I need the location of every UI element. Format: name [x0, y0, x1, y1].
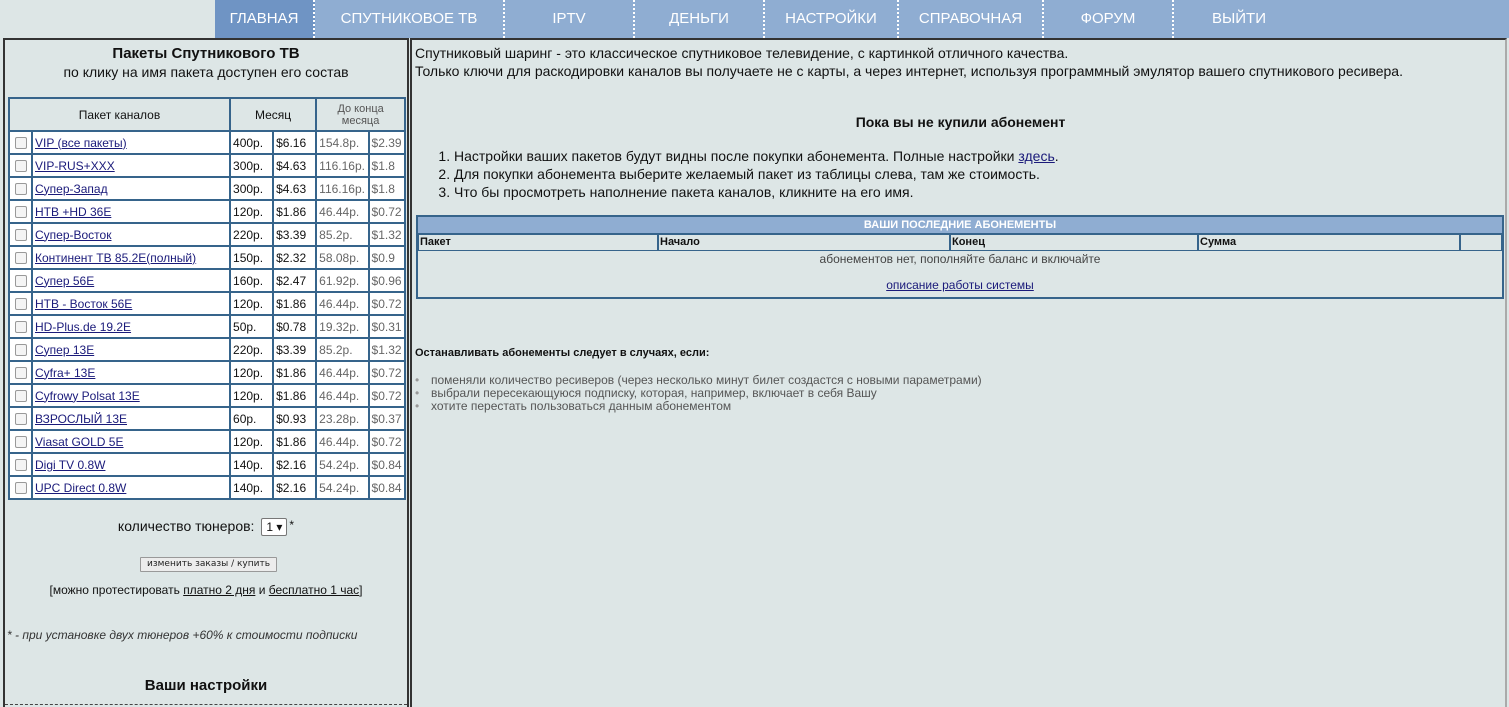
package-name-link[interactable]: UPC Direct 0.8W: [35, 480, 127, 495]
price-month-usd: $1.86: [273, 200, 316, 223]
step-1-text: Настройки ваших пакетов будут видны после покупки абонемента. Полные настройки: [454, 148, 1015, 164]
step-1-end: .: [1054, 148, 1059, 164]
package-checkbox[interactable]: [9, 384, 32, 407]
package-name-link[interactable]: Viasat GOLD 5E: [35, 434, 124, 449]
package-checkbox[interactable]: [9, 177, 32, 200]
package-row: [9, 384, 405, 407]
price-month-rub: 400р.: [230, 131, 273, 154]
col-end: Конец: [950, 234, 1198, 251]
nav-item-main[interactable]: ГЛАВНАЯ: [215, 0, 315, 38]
tuners-row: [5, 518, 407, 536]
panel-divider: [5, 704, 407, 705]
package-row: [9, 246, 405, 269]
price-rest-usd: $0.72: [369, 430, 405, 453]
package-row: [9, 361, 405, 384]
price-month-rub: 120р.: [230, 361, 273, 384]
stop-item: • поменяли количество ресиверов (через несколько минут билет создастся с новыми параметрами): [415, 374, 982, 387]
test-prefix: [можно протестировать: [49, 583, 180, 597]
checkbox[interactable]: [15, 229, 27, 241]
package-checkbox[interactable]: [9, 246, 32, 269]
packages-panel: [3, 38, 409, 707]
price-rest-usd: $2.39: [369, 131, 405, 154]
package-name-link[interactable]: Cyfra+ 13E: [35, 365, 96, 380]
package-name-link[interactable]: НТВ +HD 36E: [35, 204, 112, 219]
price-month-usd: $3.39: [273, 338, 316, 361]
price-rest-rub: 54.24р.: [316, 476, 368, 499]
price-month-rub: 220р.: [230, 338, 273, 361]
packages-table-body: [9, 131, 405, 499]
package-row: [9, 407, 405, 430]
step-1: [454, 147, 1059, 165]
top-bar: [0, 0, 1509, 38]
packages-table: [8, 97, 406, 500]
package-checkbox[interactable]: [9, 361, 32, 384]
price-rest-rub: 58.08р.: [316, 246, 368, 269]
package-name-link[interactable]: VIP (все пакеты): [35, 135, 127, 150]
package-row: [9, 177, 405, 200]
col-extra: [1460, 234, 1502, 251]
package-name: [32, 338, 230, 361]
price-rest-rub: 23.28р.: [316, 407, 368, 430]
package-row: [9, 338, 405, 361]
price-rest-rub: 46.44р.: [316, 430, 368, 453]
step-2: 2. Для покупки абонемента выберите желаемый пакет из таблицы слева, там же стоимость.: [454, 165, 1059, 183]
checkbox[interactable]: [15, 390, 27, 402]
nav-item-forum[interactable]: ФОРУМ: [1044, 0, 1174, 38]
subscriptions-columns: [418, 234, 1502, 251]
price-month-usd: $2.16: [273, 476, 316, 499]
checkbox[interactable]: [15, 321, 27, 333]
checkbox[interactable]: [15, 459, 27, 471]
price-rest-usd: $0.9: [369, 246, 405, 269]
buy-button[interactable]: изменить заказы / купить: [140, 557, 277, 572]
package-row: [9, 131, 405, 154]
package-name: [32, 384, 230, 407]
packages-subtitle: по клику на имя пакета доступен его состав: [63, 64, 349, 80]
package-row: [9, 292, 405, 315]
package-name: [32, 453, 230, 476]
package-row: [9, 476, 405, 499]
subscriptions-header: ВАШИ ПОСЛЕДНИЕ АБОНЕМЕНТЫ: [418, 217, 1502, 234]
nav-item-help[interactable]: СПРАВОЧНАЯ: [899, 0, 1044, 38]
price-month-usd: $2.32: [273, 246, 316, 269]
checkbox[interactable]: [15, 436, 27, 448]
package-checkbox[interactable]: [9, 453, 32, 476]
price-month-usd: $1.86: [273, 292, 316, 315]
test-options: [5, 583, 407, 597]
price-month-rub: 160р.: [230, 269, 273, 292]
steps-list: [454, 147, 1059, 201]
package-name: [32, 315, 230, 338]
price-rest-rub: 85.2р.: [316, 223, 368, 246]
checkbox[interactable]: [15, 252, 27, 264]
package-checkbox[interactable]: [9, 223, 32, 246]
nav-item-logout[interactable]: ВЫЙТИ: [1211, 10, 1266, 27]
package-checkbox[interactable]: [9, 407, 32, 430]
price-rest-usd: $0.84: [369, 476, 405, 499]
package-name-link[interactable]: Супер-Запад: [35, 181, 108, 196]
price-month-usd: $1.86: [273, 384, 316, 407]
price-rest-usd: $1.32: [369, 223, 405, 246]
price-month-rub: 120р.: [230, 292, 273, 315]
intro-line-1: Спутниковый шаринг - это классическое спутниковое телевидение, с картинкой отличного качества.: [415, 45, 1069, 61]
package-checkbox[interactable]: [9, 338, 32, 361]
tuner-note: * - при установке двух тюнеров +60% к стоимости подписки: [7, 628, 358, 642]
package-name: [32, 292, 230, 315]
package-name: [32, 131, 230, 154]
package-row: [9, 223, 405, 246]
price-rest-rub: 46.44р.: [316, 292, 368, 315]
nav-item-satellite-tv[interactable]: СПУТНИКОВОЕ ТВ: [315, 0, 505, 38]
col-sum: Сумма: [1198, 234, 1460, 251]
price-month-usd: $2.16: [273, 453, 316, 476]
price-month-usd: $2.47: [273, 269, 316, 292]
package-checkbox[interactable]: [9, 476, 32, 499]
checkbox[interactable]: [15, 482, 27, 494]
price-rest-rub: 116.16р.: [316, 177, 368, 200]
tuners-footnote-star: *: [289, 518, 295, 532]
checkbox[interactable]: [15, 275, 27, 287]
package-name-link[interactable]: ВЗРОСЛЫЙ 13E: [35, 411, 128, 426]
price-month-rub: 60р.: [230, 407, 273, 430]
price-month-usd: $3.39: [273, 223, 316, 246]
price-month-usd: $4.63: [273, 154, 316, 177]
not-bought-title: Пока вы не купили абонемент: [855, 114, 1066, 130]
package-name-link[interactable]: Континент ТВ 85.2E(полный): [35, 250, 197, 265]
package-name-link[interactable]: Супер 13E: [35, 342, 95, 357]
nav-item-settings[interactable]: НАСТРОЙКИ: [765, 0, 899, 38]
package-checkbox[interactable]: [9, 269, 32, 292]
nav-item-money[interactable]: ДЕНЬГИ: [635, 0, 765, 38]
price-rest-usd: $1.8: [369, 154, 405, 177]
test-and: и: [258, 583, 266, 597]
subscriptions-box: [416, 215, 1504, 299]
col-package: Пакет: [418, 234, 658, 251]
nav-item-iptv[interactable]: IPTV: [505, 0, 635, 38]
package-name-link[interactable]: Cyfrowy Polsat 13E: [35, 388, 140, 403]
price-rest-usd: $0.37: [369, 407, 405, 430]
price-month-rub: 150р.: [230, 246, 273, 269]
package-name-link[interactable]: Супер-Восток: [35, 227, 112, 242]
info-panel: [410, 38, 1507, 707]
package-name: [32, 269, 230, 292]
package-row: [9, 200, 405, 223]
package-name-link[interactable]: HD-Plus.de 19.2E: [35, 319, 132, 334]
price-rest-rub: 85.2р.: [316, 338, 368, 361]
price-rest-rub: 54.24р.: [316, 453, 368, 476]
package-checkbox[interactable]: [9, 315, 32, 338]
intro-text: [415, 44, 1495, 80]
price-month-rub: 50р.: [230, 315, 273, 338]
package-checkbox[interactable]: [9, 292, 32, 315]
price-rest-rub: 46.44р.: [316, 384, 368, 407]
package-checkbox[interactable]: [9, 131, 32, 154]
header-month: Месяц: [230, 98, 316, 131]
settings-title: Ваши настройки: [144, 677, 268, 694]
price-month-usd: $1.86: [273, 430, 316, 453]
price-rest-usd: $0.72: [369, 200, 405, 223]
price-rest-usd: $0.72: [369, 361, 405, 384]
price-rest-rub: 154.8р.: [316, 131, 368, 154]
price-month-rub: 120р.: [230, 384, 273, 407]
price-month-usd: $1.86: [273, 361, 316, 384]
price-month-rub: 120р.: [230, 430, 273, 453]
package-checkbox[interactable]: [9, 200, 32, 223]
price-month-usd: $0.93: [273, 407, 316, 430]
system-description-link[interactable]: описание работы системы: [886, 278, 1034, 292]
checkbox[interactable]: [15, 160, 27, 172]
tuners-label: количество тюнеров:: [117, 518, 255, 534]
checkbox[interactable]: [15, 367, 27, 379]
stop-item: • выбрали пересекающуюся подписку, которая, например, включает в себя Вашу: [415, 387, 982, 400]
package-row: [9, 430, 405, 453]
test-suffix: ]: [359, 583, 363, 597]
checkbox[interactable]: [15, 344, 27, 356]
packages-title: Пакеты Спутникового ТВ: [112, 45, 300, 62]
price-rest-rub: 19.32р.: [316, 315, 368, 338]
main-nav: [215, 0, 1509, 38]
col-start: Начало: [658, 234, 950, 251]
package-name-link[interactable]: Digi TV 0.8W: [35, 457, 106, 472]
price-month-usd: $4.63: [273, 177, 316, 200]
package-name: [32, 361, 230, 384]
price-rest-usd: $1.8: [369, 177, 405, 200]
package-name: [32, 223, 230, 246]
price-rest-rub: 46.44р.: [316, 361, 368, 384]
price-rest-usd: $0.96: [369, 269, 405, 292]
price-month-rub: 220р.: [230, 223, 273, 246]
package-name: [32, 407, 230, 430]
price-month-rub: 140р.: [230, 476, 273, 499]
package-name: [32, 476, 230, 499]
price-month-rub: 300р.: [230, 177, 273, 200]
package-row: [9, 154, 405, 177]
tuners-select-value: 1: [266, 520, 274, 535]
package-name: [32, 430, 230, 453]
package-name-link[interactable]: Супер 56E: [35, 273, 95, 288]
settings-here-link[interactable]: здесь: [1018, 148, 1055, 164]
price-month-rub: 140р.: [230, 453, 273, 476]
price-rest-rub: 46.44р.: [316, 200, 368, 223]
price-rest-rub: 116.16р.: [316, 154, 368, 177]
checkbox[interactable]: [15, 183, 27, 195]
package-name: [32, 154, 230, 177]
price-rest-usd: $0.72: [369, 384, 405, 407]
test-free-link[interactable]: бесплатно 1 час: [268, 583, 360, 597]
package-checkbox[interactable]: [9, 430, 32, 453]
package-row: [9, 269, 405, 292]
checkbox[interactable]: [15, 298, 27, 310]
system-description: [418, 278, 1502, 292]
checkbox[interactable]: [15, 413, 27, 425]
package-row: [9, 453, 405, 476]
checkbox[interactable]: [15, 206, 27, 218]
header-package: Пакет каналов: [9, 98, 230, 131]
package-row: [9, 315, 405, 338]
test-paid-link[interactable]: платно 2 дня: [183, 583, 256, 597]
stop-item: • хотите перестать пользоваться данным абонементом: [415, 400, 982, 413]
price-rest-usd: $1.32: [369, 338, 405, 361]
stop-list: [415, 374, 982, 413]
price-rest-usd: $0.72: [369, 292, 405, 315]
price-month-usd: $6.16: [273, 131, 316, 154]
package-name-link[interactable]: НТВ - Восток 56E: [35, 296, 133, 311]
price-month-rub: 300р.: [230, 154, 273, 177]
chevron-down-icon: ▾: [276, 520, 283, 535]
package-name: [32, 246, 230, 269]
header-rest-of-month: До конца месяца: [316, 98, 405, 131]
price-month-usd: $0.78: [273, 315, 316, 338]
package-name: [32, 200, 230, 223]
checkbox[interactable]: [15, 137, 27, 149]
price-rest-rub: 61.92р.: [316, 269, 368, 292]
price-month-rub: 120р.: [230, 200, 273, 223]
price-rest-usd: $0.31: [369, 315, 405, 338]
tuners-select[interactable]: [261, 518, 287, 536]
package-checkbox[interactable]: [9, 154, 32, 177]
stop-title: Останавливать абонементы следует в случаях, если:: [415, 347, 710, 359]
subscriptions-empty: абонементов нет, пополняйте баланс и включайте: [819, 252, 1101, 266]
intro-line-2: Только ключи для раскодировки каналов вы получаете не с карты, а через интернет, используя программный эмулятор вашего спутникового ресивера.: [415, 63, 1403, 79]
package-name-link[interactable]: VIP-RUS+XXX: [35, 158, 115, 173]
package-name: [32, 177, 230, 200]
price-rest-usd: $0.84: [369, 453, 405, 476]
step-3: 3. Что бы просмотреть наполнение пакета каналов, кликните на его имя.: [454, 183, 1059, 201]
